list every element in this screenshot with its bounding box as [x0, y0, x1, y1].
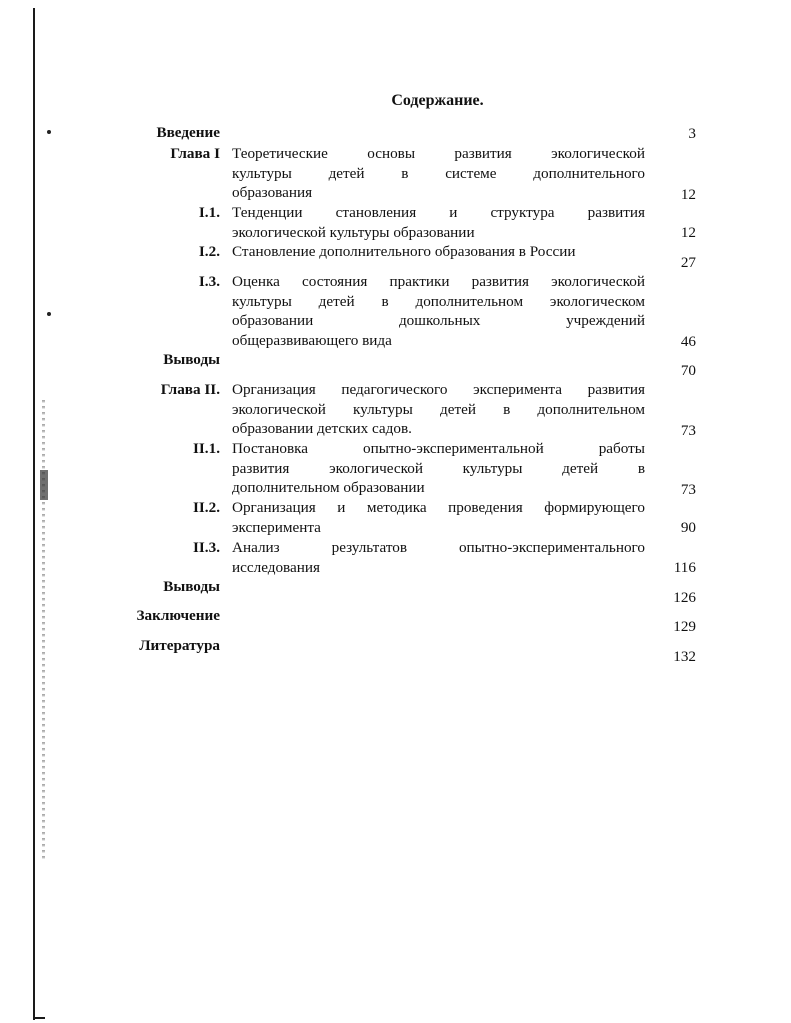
toc-entry-text	[232, 538, 645, 577]
toc-entry	[100, 272, 700, 356]
toc-entry-text-line: Оценка состояния практики развития экологической	[232, 273, 645, 290]
toc-entry-text-line: образования	[232, 184, 313, 202]
toc-entry-page-number: 12	[680, 186, 696, 203]
toc-entry-text-line: общеразвивающего вида	[232, 331, 392, 349]
toc-entry-text-line: культуры детей в дополнительном экологическом	[232, 292, 645, 310]
toc-entry	[100, 144, 700, 209]
toc-entry-text-line: Теоретические основы развития экологической	[232, 145, 645, 162]
toc-entry-label: Литература	[139, 637, 220, 654]
scan-blot	[40, 470, 48, 500]
toc-entry	[100, 577, 700, 606]
toc-entry-label: Глава II.	[160, 381, 220, 398]
toc-entry-page-number: 27	[680, 254, 696, 271]
toc-entry-text	[232, 144, 645, 203]
toc-entry	[100, 242, 700, 271]
toc-entry-page-number: 73	[680, 422, 696, 439]
toc-entry-label: Глава I	[170, 145, 220, 162]
scan-edge-foot	[33, 1017, 45, 1019]
toc-entry-text	[232, 380, 645, 439]
toc-entry-text-line: экологической культуры образовании	[232, 223, 475, 241]
toc-entry	[100, 636, 700, 665]
toc-entry-text	[232, 203, 645, 242]
toc-entry-page-number: 90	[680, 519, 696, 536]
scan-dot	[47, 312, 51, 316]
toc-entry-label: I.3.	[198, 273, 220, 290]
toc-entry-label: II.3.	[192, 539, 220, 556]
toc-entry-text-line: культуры детей в системе дополнительного	[232, 164, 645, 182]
toc-entry-text-line: Организация педагогического эксперимента развития	[232, 381, 645, 398]
toc-entry-label: Заключение	[136, 607, 220, 624]
toc-entry-page-number: 126	[673, 589, 696, 606]
scan-dot	[47, 130, 51, 134]
toc-entry-page-number: 129	[673, 618, 696, 635]
toc-entry-page-number: 70	[680, 362, 696, 379]
toc-entry-text-line: Становление дополнительного образования в России	[232, 243, 576, 260]
toc-entry-text-line: Организация и методика проведения формирующего	[232, 499, 645, 516]
toc-entry	[100, 498, 700, 543]
toc-entry-label: I.1.	[198, 204, 220, 221]
toc-entry-label: Выводы	[163, 351, 220, 368]
toc-entry-label: II.1.	[192, 440, 220, 457]
toc-entry-page-number: 116	[673, 559, 696, 576]
toc-entry-label: Введение	[156, 124, 220, 141]
toc-entry-label: I.2.	[198, 243, 220, 260]
toc-entry-page-number: 3	[688, 125, 696, 142]
toc-entry-text	[232, 272, 645, 350]
toc-entry-text-line: образовании дошкольных учреждений	[232, 312, 645, 330]
toc-entry-page-number: 12	[680, 224, 696, 241]
toc-entry-text-line: Тенденции становления и структура развития	[232, 204, 645, 221]
toc-entry-page-number: 46	[680, 333, 696, 350]
toc-entry-text-line: исследования	[232, 558, 321, 576]
toc-entry-text-line: дополнительном образовании	[232, 479, 425, 497]
toc-entry-label: II.2.	[192, 499, 220, 516]
toc-entry-text-line: экологической культуры детей в дополнительном	[232, 400, 645, 418]
toc-entry-label: Выводы	[163, 578, 220, 595]
toc-entry-text	[232, 242, 645, 262]
toc-entry-page-number: 132	[673, 648, 696, 665]
toc-entry-text-line: Постановка опытно-экспериментальной работы	[232, 440, 645, 457]
toc-entry-text-line: эксперимента	[232, 518, 321, 536]
toc-entry-page-number: 73	[680, 481, 696, 498]
toc-entry-text	[232, 498, 645, 537]
toc-entry-text-line: развития экологической культуры детей в	[232, 459, 645, 477]
toc-entry	[100, 380, 700, 445]
scan-streak	[42, 400, 45, 860]
toc-entry	[100, 350, 700, 379]
toc-entry-text-line: Анализ результатов опытно-экспериментального	[232, 539, 645, 556]
toc-title: Содержание.	[391, 92, 484, 109]
toc-entry-text-line: образовании детских садов.	[232, 420, 412, 438]
toc-entry	[100, 439, 700, 504]
scan-edge-line	[33, 8, 35, 1020]
toc-entry-text	[232, 439, 645, 498]
toc-entry	[100, 606, 700, 635]
